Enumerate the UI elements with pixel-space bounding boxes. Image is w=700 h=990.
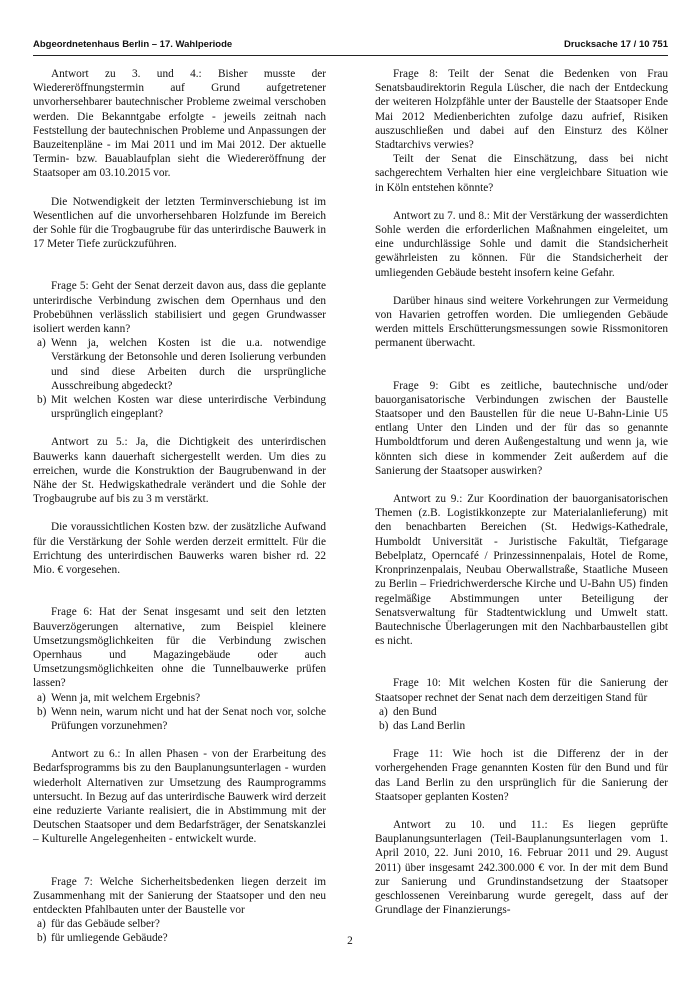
question-9: Frage 9: Gibt es zeitliche, bautechnische und/oder bauorganisatorische Verbindungen zwischen der Baustelle Staatsoper und den Baustellen für die neue U-Bahn-Linie U5 entlang Unter den Linden und der für das so genannte Humboldtforum und deren Außengestaltung und wenn ja, wie könnten sich diese in kommender Zeit außerdem auf die Sanierung der Staatsoper auswirken? [375,379,668,477]
list-marker: a) [37,918,46,931]
header-parliament: Abgeordnetenhaus Berlin – 17. Wahlperiode [33,39,233,50]
question-6-list [33,691,326,734]
list-item [33,336,326,393]
list-item-text: für umliegende Gebäude? [51,932,168,945]
list-item [33,705,326,733]
answer-7-8-paragraph-2: Darüber hinaus sind weitere Vorkehrungen zur Vermeidung von Havarien getroffen worden. Die umliegenden Gebäude werden mittels Erschütterungsmessungen sowie Rissmonitoren permanent überwacht. [375,294,668,350]
right-column [375,67,668,917]
answer-3-4-paragraph-2: Die Notwendigkeit der letzten Terminverschiebung ist im Wesentlichen auf die unvorhersehbaren Holzfunde im Bereich der Sohle für die Trogbaugrube für das unterirdische Bauwerk in 17 Meter Tiefe zurückzuführen. [33,195,326,251]
question-7: Frage 7: Welche Sicherheitsbedenken liegen derzeit im Zusammenhang mit der Sanierung der Staatsoper und den neu entdeckten Pfahlbauten unter der Baustelle vor [33,875,326,916]
answer-6: Antwort zu 6.: In allen Phasen - von der Erarbeitung des Bedarfsprogramms bis zu den Bauplanungsunterlagen - wurden wiederholt Alternativen zur Umsetzung des Raumprogramms untersucht. In Bezug auf das unterirdische Bauwerk wird derzeit eine reduzierte Variante realisiert, die in Abstimmung mit der Deutschen Staatsoper und dem Bedarfsträger, der Senatskanzlei – Kulturelle Angelegenheiten - entwickelt wurde. [33,748,326,846]
list-item-text: Mit welchen Kosten war diese unterirdische Verbindung ursprünglich eingeplant? [51,394,326,421]
list-item-text: für das Gebäude selber? [51,918,160,931]
answer-5-paragraph-1: Antwort zu 5.: Ja, die Dichtigkeit des unterirdischen Bauwerks kann dauerhaft sichergestellt werden. Um dies zu erreichen, wurde die Konstruktion der Baugrubenwand in der Nähe der St. Hedwigskathedrale verändert und die Sohle der Trogbaugrube auf bis zu 3 m verstärkt. [33,436,326,506]
list-marker: b) [379,719,389,732]
answer-10-11: Antwort zu 10. und 11.: Es liegen geprüfte Bauplanungsunterlagen (Teil-Bauplanungsunterlagen vom 1. April 2010, 22. Juni 2010, 16. Februar 2011 und 29. August 2011) über insgesamt 242.300.000 € vor. In der mit dem Bund zur Sanierung und Grundinstandsetzung der Staatsoper geschlossenen Vereinbarung wurde geregelt, dass auf der Grundlage der Finanzierungs- [375,818,668,917]
question-10-list [375,705,668,733]
list-item [33,393,326,421]
question-5: Frage 5: Geht der Senat derzeit davon aus, dass die geplante unterirdische Verbindung zwischen dem Opernhaus und den Probebühnen verlässlich stabilisiert und gegen Grundwasser isoliert werden kann? [33,280,326,336]
header-document-number: Drucksache 17 / 10 751 [563,39,668,50]
header-divider [33,55,668,56]
list-marker: a) [37,691,46,704]
list-item [375,705,668,719]
list-marker: b) [37,932,47,945]
question-6: Frage 6: Hat der Senat insgesamt und seit den letzten Bauverzögerungen alternative, zum Beispiel kleinere Umsetzungsmöglichkeiten für die Verbindung zwischen Opernhaus und Magazingebäude oder auch Umsetzungsmöglichkeiten ohne die Tunnelbauwerke prüfen lassen? [33,606,326,690]
list-item [33,917,326,931]
question-5-list [33,336,326,421]
answer-7-8-paragraph-1: Antwort zu 7. und 8.: Mit der Verstärkung der wasserdichten Sohle werden die erforderlichen Maßnahmen eingeleitet, um eine undurchlässige Sohle und damit die Standsicherheit gewährleisten zu können. Für die Standsicherheit der umliegenden Gebäude besteht insofern keine Gefahr. [375,209,668,279]
list-item-text: den Bund [393,705,437,718]
list-item [33,691,326,705]
page-number: 2 [347,935,353,947]
list-marker: a) [379,705,388,718]
list-item-text: Wenn ja, welchen Kosten ist die u.a. notwendige Verstärkung der Betonsohle und deren Isolierung verbunden und sind diese Arbeiten durch die ursprüngliche Ausschreibung abgedeckt? [51,337,326,392]
list-marker: a) [37,337,46,350]
list-item [375,719,668,733]
answer-5-paragraph-2: Die voraussichtlichen Kosten bzw. der zusätzliche Aufwand für die Verstärkung der Sohle werden derzeit ermittelt. Für die Errichtung des unterirdischen Bauwerks waren bisher rd. 22 Mio. € vorgesehen. [33,521,326,577]
left-column [33,67,326,946]
list-item-text: Wenn nein, warum nicht und hat der Senat noch vor, solche Prüfungen vorzunehmen? [51,705,326,732]
page-header [33,39,668,50]
answer-3-4-paragraph-1: Antwort zu 3. und 4.: Bisher musste der Wiedereröffnungstermin auf Grund aufgetretener unvorhersehbarer bautechnischer Probleme zweimal verschoben werden. Die Bekanntgabe erfolgte - jeweils zeitnah nach Feststellung der bautechnischen Probleme und Anpassungen der Bauzeitenpläne - im Mai 2011 und im Mai 2012. Der aktuelle Termin- bzw. Bauablaufplan sieht die Wiedereröffnung der Staatsoper am 03.10.2015 vor. [33,68,326,180]
list-item-text: Wenn ja, mit welchem Ergebnis? [51,691,201,704]
question-11: Frage 11: Wie hoch ist die Differenz der in der vorhergehenden Frage genannten Kosten für den Bund und für das Land Berlin zu den ursprünglich für die Sanierung der Staatsoper geplanten Kosten? [375,748,668,803]
list-marker: b) [37,394,47,407]
question-8-paragraph-1: Frage 8: Teilt der Senat die Bedenken von Frau Senatsbaudirektorin Regula Lüscher, die nach der Entdeckung der weiteren Holzpfähle unter der Baustelle der Staatsoper Ende Mai 2012 Medienberichten zufolge dazu aufrief, Risiken auszuschließen und dabei auf den Einsturz des Kölner Stadtarchivs verwies? [375,68,668,152]
answer-9: Antwort zu 9.: Zur Koordination der bauorganisatorischen Themen (z.B. Logistikkonzepte zur Materialanlieferung) mit den benachbarten Bereichen (St. Hedwigs-Kathedrale, Humboldt Universität - Juristische Fakultät, Tiefgarage Bebelplatz, Operncafé / Prinzessinnenpalais, Hotel de Rome, Kronprinzenpalais, Neubau Oberwallstraße, Staatliche Museen zu Berlin – Friedrichwerdersche Kirche und U-Bahn U5) finden regelmäßige Abstimmungen unter Beteiligung der Senatsverwaltung für Stadtentwicklung und Umwelt statt. Bautechnische Überlagerungen mit den Nachbarbaustellen gibt es nicht. [375,493,668,648]
question-8-paragraph-2: Teilt der Senat die Einschätzung, dass bei nicht sachgerechtem Verhalten hier eine vergleichbare Situation wie in Köln entstehen könnte? [375,153,668,194]
list-item-text: das Land Berlin [393,719,466,732]
list-marker: b) [37,705,47,718]
question-10: Frage 10: Mit welchen Kosten für die Sanierung der Staatsoper rechnet der Senat nach dem derzeitigen Stand für [375,677,668,704]
